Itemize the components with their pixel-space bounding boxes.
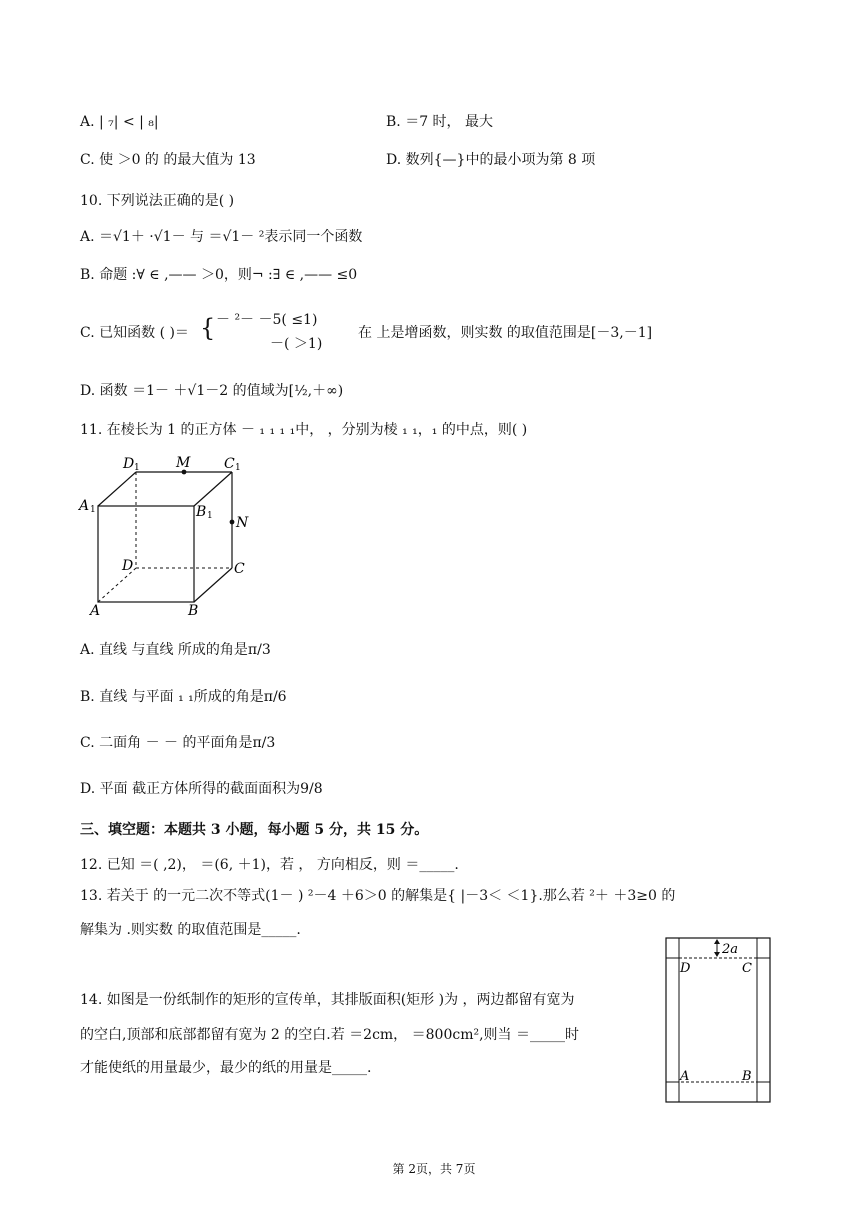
label-d: D xyxy=(680,961,691,976)
svg-text:1: 1 xyxy=(235,463,241,473)
q10-option-b: B. 命题 :∀ ∈ ,—— ＞0，则¬ :∃ ∈ ,—— ≤0 xyxy=(80,267,358,283)
poster-figure xyxy=(662,936,774,1106)
label-b: B xyxy=(188,603,199,619)
q10-option-a: A. ＝√1＋ ·√1－ 与 ＝√1－ ²表示同一个函数 xyxy=(80,229,363,245)
label-b: B xyxy=(742,1069,752,1084)
q14-line3: 才能使纸的用量最少，最少的纸的用量是_____. xyxy=(80,1060,372,1076)
section-3-heading: 三、填空题：本题共 3 小题，每小题 5 分，共 15 分。 xyxy=(80,822,429,838)
q14-line2: 的空白,顶部和底部都留有宽为 2 的空白.若 ＝2cm， ＝800cm²,则当 ＝_____时 xyxy=(80,1027,579,1043)
q10-case2: －( ＞1) xyxy=(270,336,323,352)
label-d: D xyxy=(122,558,134,574)
label-n: N xyxy=(236,515,249,531)
page-footer: 第 2页，共 7页 xyxy=(392,1162,476,1176)
q14-line1: 14. 如图是一份纸制作的矩形的宣传单，其排版面积(矩形 )为 ，两边都留有宽为 xyxy=(80,992,575,1008)
q10-option-c-right: 在 上是增函数，则实数 的取值范围是[－3,－1] xyxy=(358,325,653,341)
q10-option-d: D. 函数 ＝1－ ＋√1－2 的值域为[½,＋∞) xyxy=(80,383,344,399)
q9-option-c: C. 使 ＞0 的 的最大值为 13 xyxy=(80,152,256,168)
label-2a: 2a xyxy=(722,942,739,957)
q9-option-a: A. | ₇| < | ₈| xyxy=(80,114,159,130)
q11-option-a: A. 直线 与直线 所成的角是π/3 xyxy=(80,642,271,658)
q10-case1: － ²－ －5( ≤1) xyxy=(216,312,318,328)
label-d1: D xyxy=(123,456,135,472)
svg-text:1: 1 xyxy=(134,463,140,473)
label-b1: B xyxy=(196,504,207,520)
label-a: A xyxy=(680,1069,690,1084)
q9-option-d: D. 数列{—}中的最小项为第 8 项 xyxy=(386,152,596,168)
cube-figure xyxy=(76,452,256,620)
q10-brace: { xyxy=(200,314,216,342)
q10-stem: 10. 下列说法正确的是( ) xyxy=(80,193,235,209)
q11-option-d: D. 平面 截正方体所得的截面面积为9/8 xyxy=(80,781,323,797)
q11-stem: 11. 在棱长为 1 的正方体 － ₁ ₁ ₁ ₁中， ，分别为棱 ₁ ₁，₁ 的中点，则( ) xyxy=(80,422,528,438)
q13-line2: 解集为 .则实数 的取值范围是_____. xyxy=(80,922,301,938)
svg-text:1: 1 xyxy=(90,505,96,515)
q11-option-c: C. 二面角 － － 的平面角是π/3 xyxy=(80,735,276,751)
svg-text:1: 1 xyxy=(207,511,213,521)
label-a: A xyxy=(90,603,101,619)
label-c1: C xyxy=(224,456,235,472)
label-c: C xyxy=(742,961,752,976)
q11-option-b: B. 直线 与平面 ₁ ₁所成的角是π/6 xyxy=(80,689,287,705)
q13-line1: 13. 若关于 的一元二次不等式(1－ ) ²－4 ＋6＞0 的解集是{ |－3＜ ＜1}.那么若 ²＋ ＋3≥0 的 xyxy=(80,888,676,904)
label-c: C xyxy=(234,561,245,577)
label-m: M xyxy=(176,455,191,471)
q9-option-b: B. ＝7 时， 最大 xyxy=(386,114,493,130)
q10-option-c-left: C. 已知函数 ( )＝ xyxy=(80,325,189,341)
label-a1: A xyxy=(79,498,90,514)
q12: 12. 已知 ＝( ,2)， ＝(6, ＋1)，若 ， 方向相反，则 ＝_____. xyxy=(80,857,459,873)
